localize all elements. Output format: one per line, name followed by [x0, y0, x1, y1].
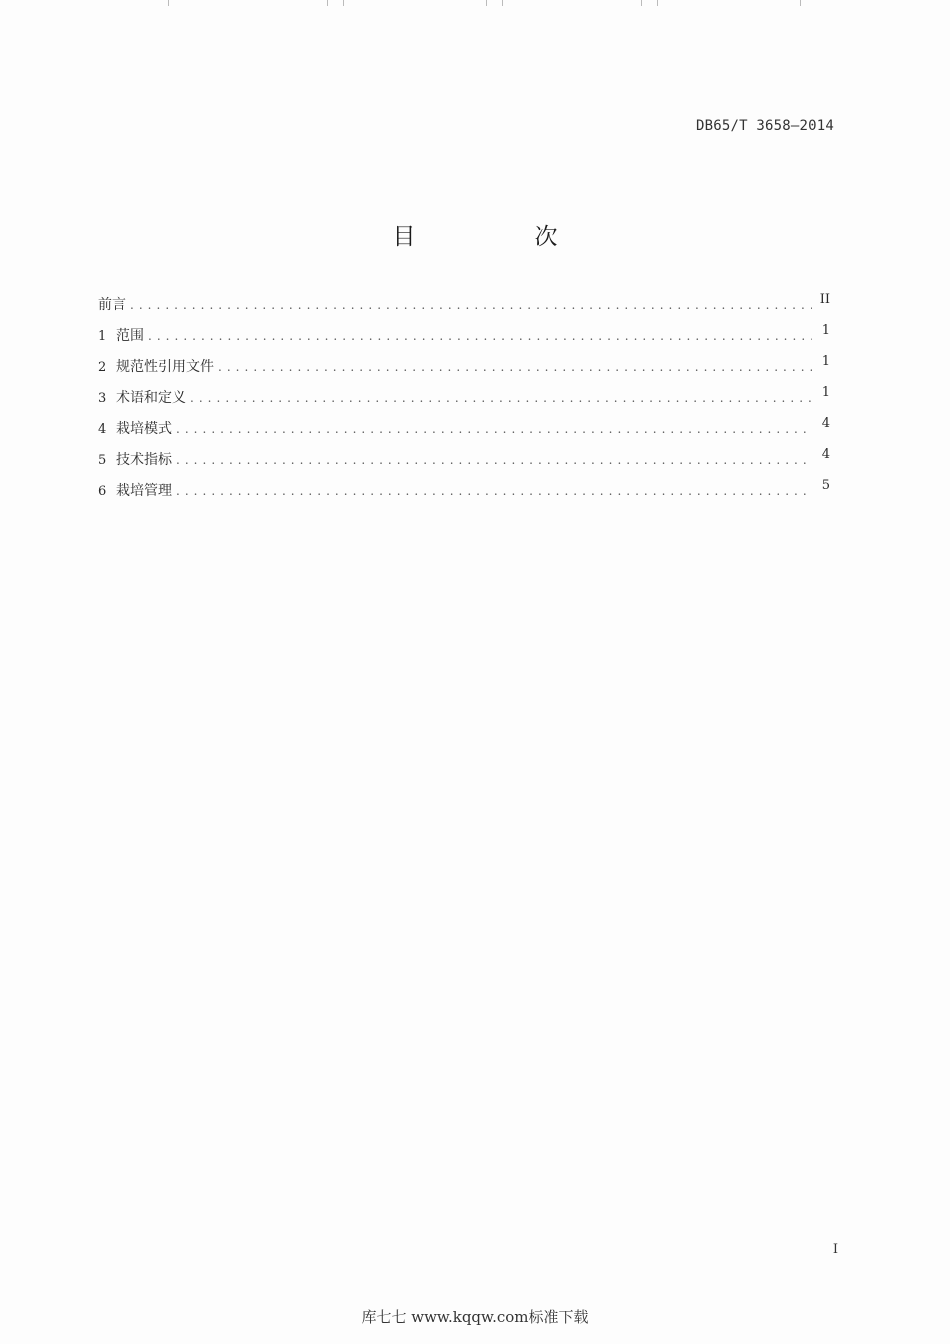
toc-entry-foreword[interactable]: [98, 294, 830, 325]
toc-entry-label: 前言: [98, 297, 126, 313]
toc-entry-label: 规范性引用文件: [116, 359, 214, 375]
footer-watermark: 库七七 www.kqqw.com标准下载: [361, 1308, 589, 1326]
toc-entry-number: 6: [98, 484, 107, 499]
toc-title: 目 次: [392, 224, 606, 250]
toc-entry-technical-indicators[interactable]: [98, 449, 830, 480]
toc-entry-number: 2: [98, 360, 107, 375]
toc-entry-page: 1: [821, 323, 830, 338]
toc-leader-dots: [190, 391, 812, 405]
toc-entry-cultivation-mode[interactable]: [98, 418, 830, 449]
toc-entry-label: 术语和定义: [116, 390, 186, 406]
page-number: I: [832, 1242, 838, 1257]
toc-leader-dots: [176, 453, 812, 467]
document-code: DB65/T 3658—2014: [695, 118, 834, 134]
toc-entry-page: 5: [821, 478, 830, 493]
toc-entry-scope[interactable]: [98, 325, 830, 356]
toc-entry-label: 技术指标: [116, 452, 172, 468]
toc-entry-label: 范围: [116, 328, 144, 344]
toc-entry-page: 1: [821, 385, 830, 400]
toc-entry-page: 1: [821, 354, 830, 369]
toc-leader-dots: [218, 360, 812, 374]
scan-edge-marks: [0, 0, 950, 8]
toc-entry-page: 4: [821, 416, 830, 431]
toc-entry-number: 4: [98, 422, 107, 437]
toc-entry-page: 4: [821, 447, 830, 462]
toc-leader-dots: [130, 298, 812, 312]
toc-entry-label: 栽培管理: [116, 483, 172, 499]
toc-entry-page: II: [819, 292, 830, 307]
toc-leader-dots: [148, 329, 812, 343]
toc-entry-number: 1: [98, 329, 107, 344]
toc-entry-cultivation-management[interactable]: [98, 480, 830, 511]
toc-leader-dots: [176, 422, 812, 436]
table-of-contents: [98, 294, 830, 511]
toc-entry-label: 栽培模式: [116, 421, 172, 437]
toc-entry-number: 5: [98, 453, 107, 468]
toc-entry-normative-references[interactable]: [98, 356, 830, 387]
toc-entry-terms-definitions[interactable]: [98, 387, 830, 418]
toc-leader-dots: [176, 484, 812, 498]
toc-entry-number: 3: [98, 391, 107, 406]
